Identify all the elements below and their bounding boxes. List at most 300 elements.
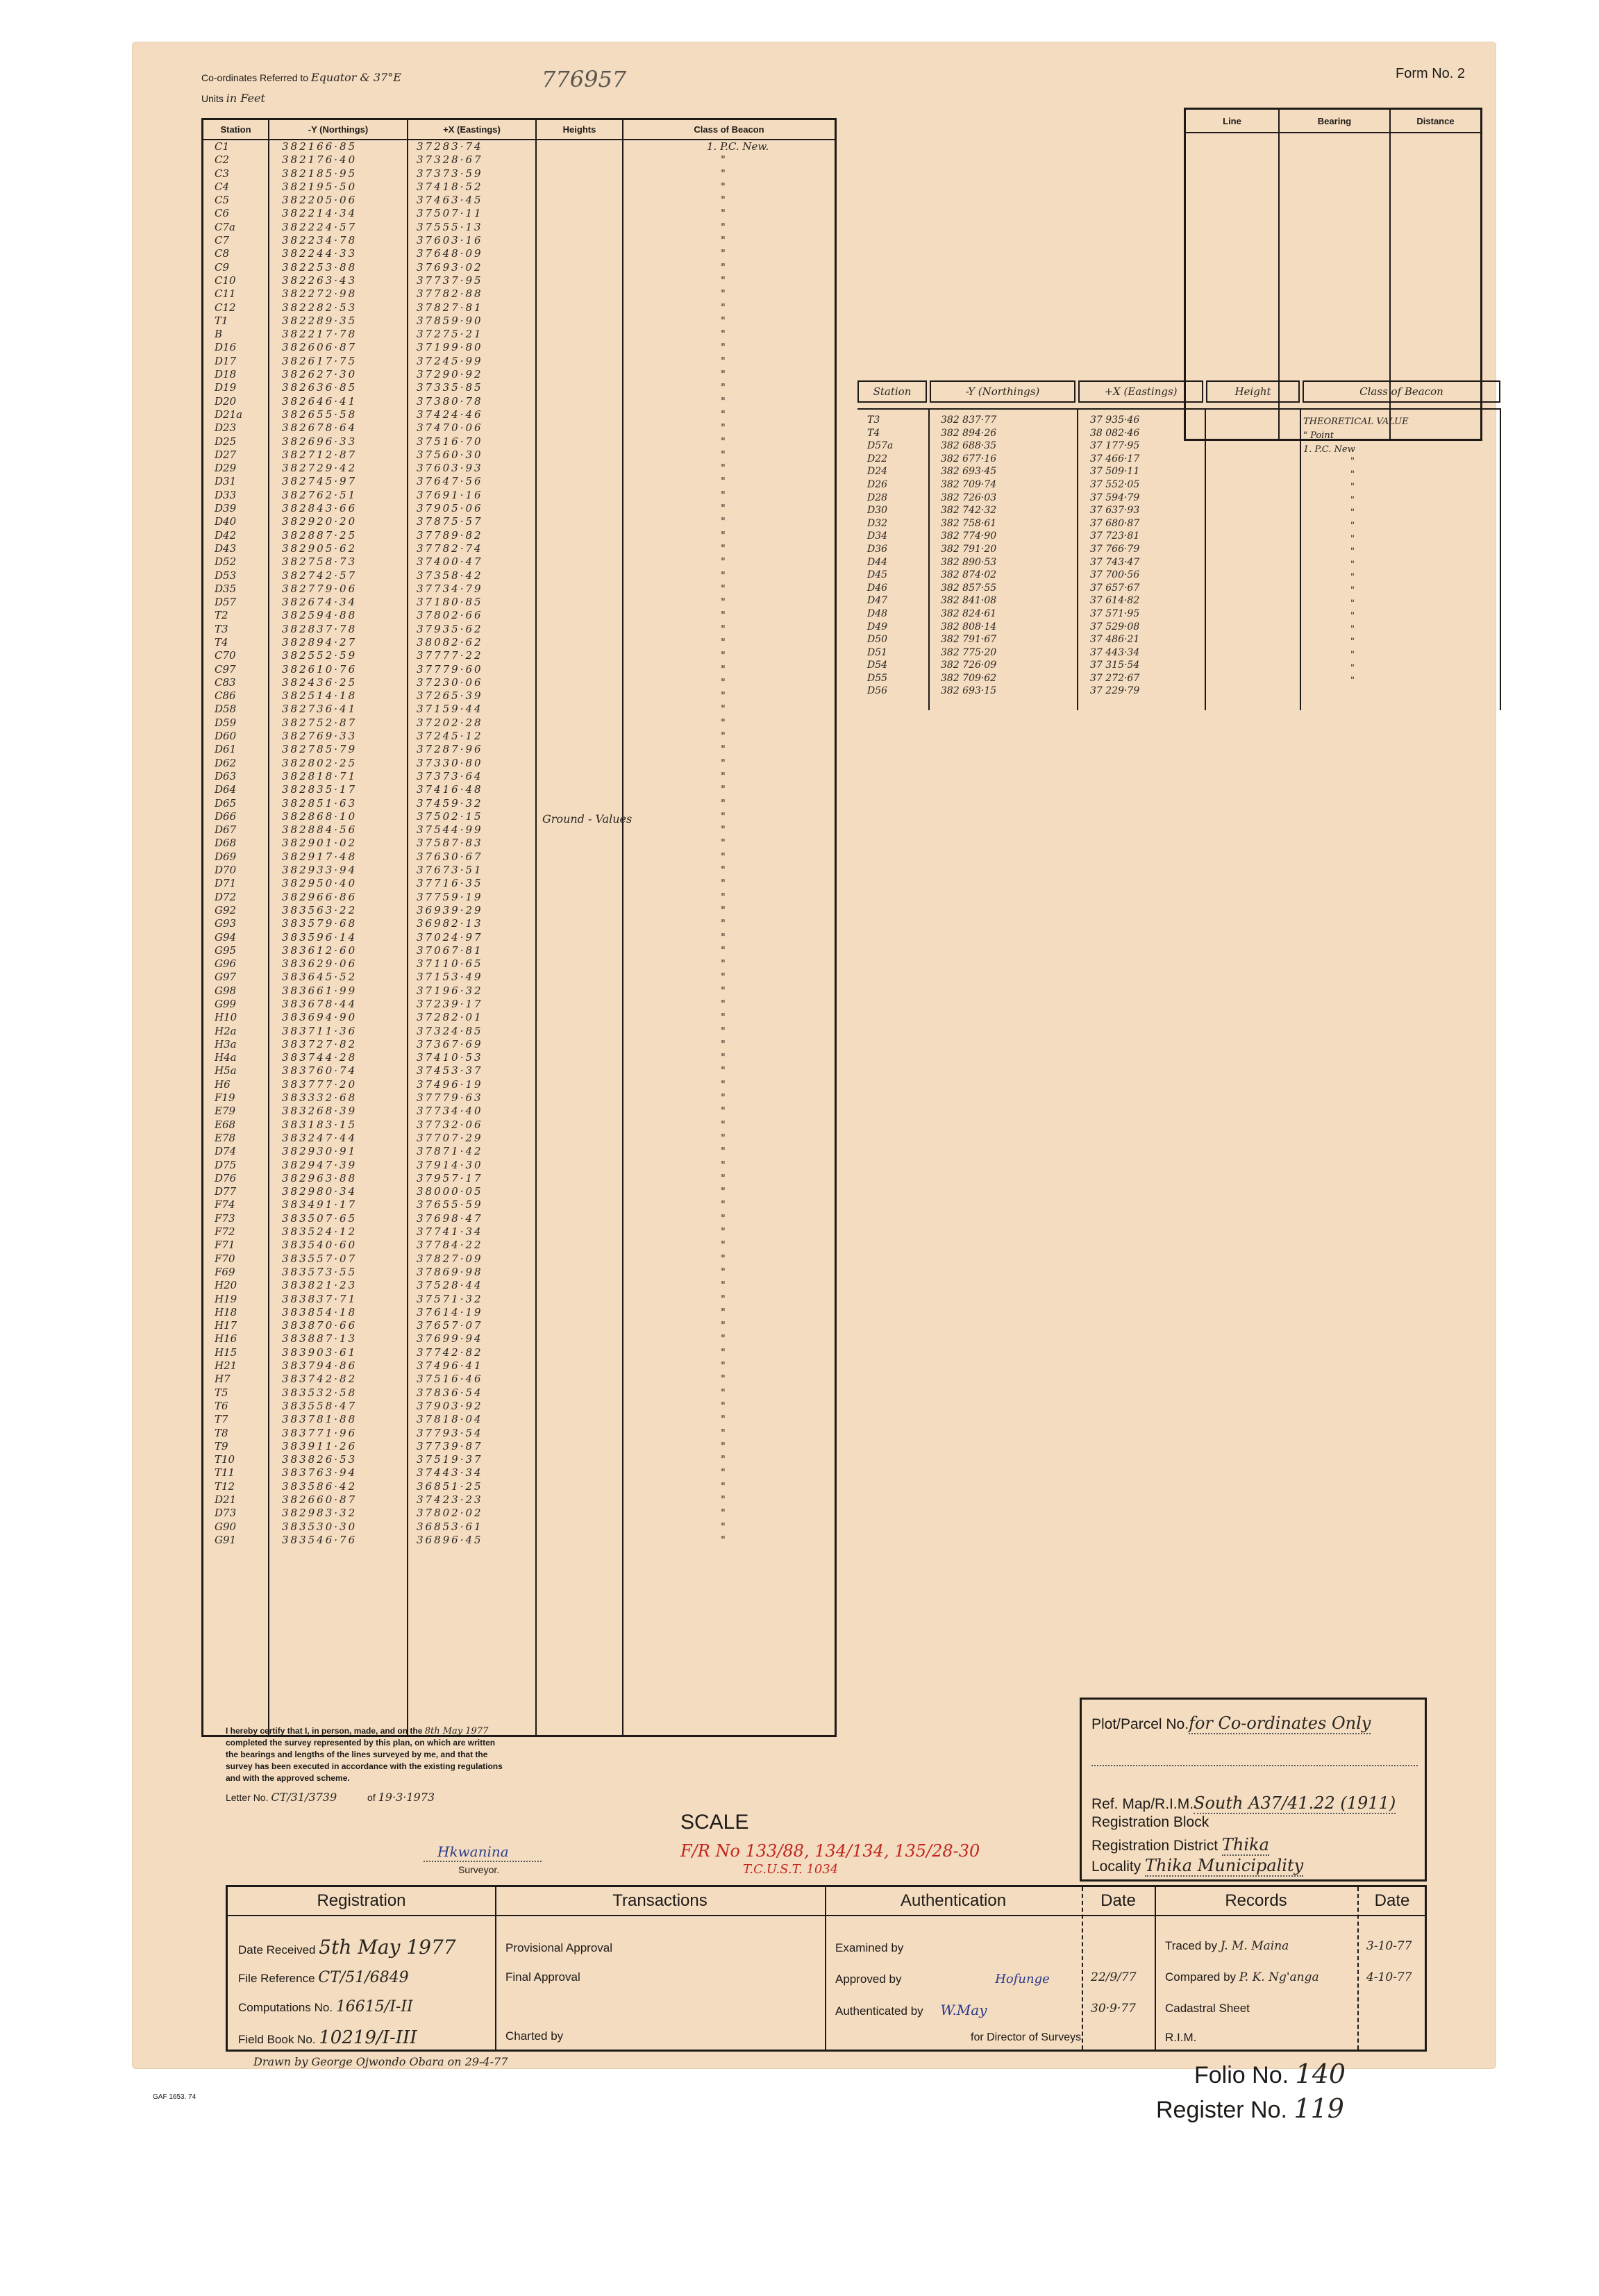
tt-northing-cell: 382 857·55 (941, 582, 997, 594)
theoretical-row (857, 478, 1302, 492)
certificate-line: the bearings and lengths of the lines surveyed by me, and that the (226, 1750, 488, 1759)
station-cell: D52 (215, 555, 237, 569)
station-cell: F71 (215, 1239, 235, 1252)
theoretical-class-line: THEORETICAL VALUE (1303, 417, 1409, 427)
easting-cell: 37957·17 (417, 1171, 483, 1184)
table-row (203, 757, 835, 770)
station-cell: G96 (215, 957, 237, 971)
table-row (203, 542, 835, 555)
folio-number (1194, 2059, 1346, 2089)
class-cell: " (721, 662, 726, 676)
northing-cell: 382930·91 (282, 1145, 358, 1158)
easting-cell: 37789·82 (417, 528, 483, 542)
station-cell: D60 (215, 730, 237, 743)
ref-map-label: Ref. Map/R.I.M. (1091, 1796, 1194, 1812)
station-cell: D68 (215, 837, 237, 850)
tt-header-station: Station (857, 380, 927, 403)
table-row (203, 1198, 835, 1212)
table-row (203, 717, 835, 730)
station-cell: D58 (215, 703, 237, 716)
class-cell: " (721, 234, 726, 247)
tt-station-cell: D34 (867, 530, 888, 542)
northing-cell: 383727·82 (282, 1037, 358, 1050)
height-cell (537, 649, 623, 662)
tt-header-eastings: +X (Eastings) (1078, 380, 1203, 403)
register-label: Register No. (1156, 2097, 1287, 2123)
northing-cell: 382779·06 (282, 582, 358, 595)
table-row (203, 355, 835, 368)
table-row (203, 1212, 835, 1225)
class-cell: " (721, 957, 726, 971)
table-row (203, 583, 835, 596)
easting-cell: 37603·16 (417, 234, 483, 247)
northing-cell: 383661·99 (282, 984, 358, 997)
station-cell: D31 (215, 475, 237, 488)
class-cell: " (721, 1185, 726, 1198)
northing-cell: 383530·30 (282, 1520, 358, 1533)
column-divider (268, 140, 269, 1735)
station-cell: G99 (215, 998, 237, 1010)
northing-cell: 382917·48 (282, 850, 358, 863)
registration-block-label: Registration Block (1091, 1814, 1209, 1830)
station-cell: C1 (215, 140, 230, 153)
class-cell: " (721, 635, 726, 648)
station-cell: C70 (215, 649, 236, 662)
easting-cell: 37400·47 (417, 555, 483, 569)
approved-by-label: Approved by (835, 1972, 902, 1986)
easting-cell: 36853·61 (417, 1520, 483, 1533)
table-row (203, 1185, 835, 1198)
table-row (203, 783, 835, 796)
table-row (203, 917, 835, 930)
easting-cell: 37265·39 (417, 689, 483, 703)
table-row (203, 368, 835, 381)
northing-cell: 382436·25 (282, 676, 358, 689)
header-date: Date (1100, 1891, 1136, 1910)
height-cell (537, 489, 623, 502)
height-cell (537, 569, 623, 583)
table-row (203, 984, 835, 998)
northing-cell: 382253·88 (282, 260, 358, 274)
ditto-mark: " (1350, 469, 1355, 480)
tt-easting-cell: 37 466·17 (1090, 453, 1140, 464)
station-cell: D59 (215, 716, 237, 729)
easting-cell: 37287·96 (417, 743, 483, 756)
height-cell (537, 475, 623, 488)
date-received-value: 5th May 1977 (319, 1936, 456, 1959)
table-row (203, 207, 835, 220)
tt-easting-cell: 37 657·67 (1090, 582, 1140, 594)
station-cell: D76 (215, 1171, 237, 1184)
table-row (203, 381, 835, 394)
easting-cell: 37373·64 (417, 769, 483, 782)
table-rule (857, 408, 1500, 410)
table-row (203, 823, 835, 837)
class-cell: " (721, 1480, 726, 1493)
table-row (203, 421, 835, 435)
station-cell: E78 (215, 1131, 236, 1144)
height-cell (537, 1225, 623, 1239)
class-cell: " (721, 1439, 726, 1452)
northing-cell: 382185·95 (282, 167, 358, 180)
table-row (203, 475, 835, 488)
height-cell (537, 1386, 623, 1400)
coordinates-table-header (201, 118, 837, 140)
table-row (203, 1091, 835, 1105)
northing-cell: 382745·97 (282, 475, 358, 488)
northing-cell: 383694·90 (282, 1011, 358, 1024)
northing-cell: 383247·44 (282, 1131, 358, 1144)
easting-cell: 37818·04 (417, 1413, 483, 1426)
locality-label: Locality (1091, 1859, 1141, 1875)
easting-cell: 37423·23 (417, 1493, 483, 1506)
table-row (203, 1293, 835, 1306)
file-references: F/R No 133/88, 134/134, 135/28-30 (680, 1841, 980, 1861)
tt-station-cell: D32 (867, 517, 888, 529)
height-cell (537, 1480, 623, 1493)
ditto-mark: " (1350, 559, 1355, 570)
easting-cell: 37732·06 (417, 1118, 483, 1131)
class-cell: " (721, 408, 726, 421)
northing-cell: 382594·88 (282, 609, 358, 622)
station-cell: H10 (215, 1011, 237, 1024)
northing-cell: 382552·59 (282, 649, 358, 662)
easting-cell: 37657·07 (417, 1319, 483, 1332)
table-row (203, 1520, 835, 1534)
theoretical-row (857, 453, 1302, 466)
height-cell (537, 1252, 623, 1266)
field-book-value: 10219/I-III (319, 2027, 417, 2048)
class-cell: " (721, 716, 726, 729)
ditto-mark: " (1350, 572, 1355, 583)
station-cell: C2 (215, 153, 230, 167)
class-cell: " (721, 448, 726, 461)
station-cell: D77 (215, 1185, 237, 1198)
station-cell: F73 (215, 1212, 235, 1225)
height-cell (537, 770, 623, 783)
tt-station-cell: D50 (867, 634, 888, 646)
station-cell: H3a (215, 1037, 237, 1050)
authenticated-signature: W.May (940, 2002, 987, 2018)
header-class-of-beacon: Class of Beacon (694, 124, 764, 135)
header-line: Line (1186, 110, 1280, 132)
easting-cell: 37180·85 (417, 596, 483, 609)
northing-cell: 383586·42 (282, 1480, 358, 1493)
station-cell: F69 (215, 1265, 235, 1278)
class-cell: " (721, 1051, 726, 1064)
class-cell: " (721, 314, 726, 327)
height-cell (537, 207, 623, 220)
northing-cell: 383837·71 (282, 1292, 358, 1305)
class-cell: " (721, 354, 726, 367)
theoretical-row (857, 543, 1302, 556)
table-row (203, 1225, 835, 1239)
height-cell (537, 1373, 623, 1386)
easting-cell: 36851·25 (417, 1480, 483, 1493)
form-number: Form No. 2 (1396, 66, 1466, 81)
station-cell: D27 (215, 448, 237, 461)
northing-cell: 383540·60 (282, 1239, 358, 1252)
final-approval-label: Final Approval (505, 1970, 580, 1984)
table-row (203, 1359, 835, 1373)
northing-cell: 383777·20 (282, 1078, 358, 1091)
height-cell (537, 221, 623, 234)
easting-cell: 37328·67 (417, 153, 483, 167)
height-cell (537, 1011, 623, 1024)
ditto-mark: " (1350, 676, 1355, 687)
class-cell: " (721, 153, 726, 167)
class-cell: " (721, 488, 726, 501)
authenticated-by-label: Authenticated by (835, 2004, 923, 2018)
easting-cell: 37159·44 (417, 703, 483, 716)
easting-cell: 37691·16 (417, 488, 483, 501)
station-cell: D57 (215, 596, 237, 609)
tt-easting-cell: 37 766·79 (1090, 543, 1140, 555)
class-cell: " (721, 877, 726, 890)
easting-cell: 36939·29 (417, 903, 483, 916)
class-cell: " (721, 649, 726, 662)
class-cell: " (721, 743, 726, 756)
ditto-mark: " (1350, 482, 1355, 493)
class-cell: " (721, 930, 726, 944)
easting-cell: 37802·02 (417, 1507, 483, 1520)
class-cell: " (721, 756, 726, 769)
table-row (203, 1064, 835, 1078)
tt-northing-cell: 382 758·61 (941, 517, 997, 529)
tt-easting-cell: 37 315·54 (1090, 660, 1140, 671)
table-row (203, 1132, 835, 1145)
station-cell: D35 (215, 582, 237, 595)
class-cell: " (721, 1520, 726, 1533)
table-row (203, 1172, 835, 1185)
ditto-mark: " (1350, 637, 1355, 648)
class-cell: " (721, 783, 726, 796)
table-row (203, 998, 835, 1011)
station-cell: T1 (215, 314, 228, 327)
height-cell (537, 1453, 623, 1466)
easting-cell: 37443·34 (417, 1466, 483, 1480)
table-row (203, 891, 835, 904)
station-cell: T9 (215, 1439, 228, 1452)
table-row (203, 1373, 835, 1386)
tt-easting-cell: 37 229·79 (1090, 685, 1140, 697)
class-cell: " (721, 917, 726, 930)
station-cell: D74 (215, 1145, 237, 1158)
header-heights: Heights (537, 120, 623, 139)
field-book-label: Field Book No. (238, 2033, 316, 2046)
date-divider (1082, 1887, 1083, 2050)
station-cell: T10 (215, 1453, 235, 1466)
table-row (203, 797, 835, 810)
easting-cell: 37782·88 (417, 287, 483, 301)
class-cell: " (721, 1346, 726, 1359)
height-cell (537, 1466, 623, 1480)
class-cell: " (721, 287, 726, 301)
table-row (203, 1346, 835, 1359)
height-cell (537, 1427, 623, 1440)
station-cell: D43 (215, 542, 237, 555)
column-divider (825, 1887, 826, 2050)
northing-cell: 382933·94 (282, 864, 358, 877)
theoretical-row (857, 685, 1302, 698)
class-cell: " (721, 555, 726, 569)
northing-cell: 382674·34 (282, 596, 358, 609)
height-cell (537, 917, 623, 930)
class-cell: " (721, 260, 726, 274)
tt-station-cell: D51 (867, 646, 888, 658)
northing-cell: 382742·57 (282, 569, 358, 582)
theoretical-row (857, 633, 1302, 646)
header-distance: Distance (1416, 115, 1455, 126)
table-row (203, 623, 835, 636)
class-cell: " (721, 689, 726, 703)
height-cell (537, 984, 623, 998)
column-divider (495, 1887, 496, 2050)
height-cell (537, 609, 623, 622)
tt-easting-cell: 37 637·93 (1090, 505, 1140, 517)
table-row (203, 1011, 835, 1024)
height-cell (537, 421, 623, 435)
tt-northing-cell: 382 677·16 (941, 453, 997, 464)
station-cell: F72 (215, 1225, 235, 1239)
northing-cell: 382263·43 (282, 274, 358, 287)
table-row (203, 1319, 835, 1332)
height-cell (537, 931, 623, 944)
station-cell: H7 (215, 1373, 231, 1386)
northing-cell: 382244·33 (282, 247, 358, 260)
station-cell: D21a (215, 408, 243, 421)
height-cell (537, 864, 623, 877)
northing-cell: 383268·39 (282, 1105, 358, 1118)
easting-cell: 37290·92 (417, 368, 483, 381)
height-cell (537, 850, 623, 864)
height-cell (537, 944, 623, 957)
station-cell: D19 (215, 381, 237, 394)
station-cell: H16 (215, 1332, 237, 1346)
class-cell: " (721, 515, 726, 528)
height-cell (537, 1159, 623, 1172)
class-cell: " (721, 903, 726, 916)
table-row (203, 864, 835, 877)
northing-cell: 383532·58 (282, 1386, 358, 1399)
class-cell: " (721, 1413, 726, 1426)
coord-label: Co-ordinates Referred to (201, 72, 309, 83)
height-cell (537, 583, 623, 596)
northing-cell: 382894·27 (282, 635, 358, 648)
tt-station-cell: T4 (867, 427, 880, 439)
height-cell (537, 355, 623, 368)
easting-cell: 37516·70 (417, 435, 483, 448)
letter-label: Letter No. (226, 1792, 269, 1803)
table-row (203, 301, 835, 315)
ditto-mark: " (1350, 508, 1355, 519)
class-cell: " (721, 703, 726, 716)
height-cell (537, 341, 623, 354)
theoretical-table-header (857, 380, 1503, 403)
height-cell (537, 783, 623, 796)
height-cell (537, 1440, 623, 1453)
class-cell: " (721, 1332, 726, 1346)
table-row (203, 1507, 835, 1520)
height-cell (537, 542, 623, 555)
station-cell: T6 (215, 1399, 228, 1412)
station-cell: D21 (215, 1493, 237, 1506)
class-cell: " (721, 569, 726, 582)
easting-cell: 37024·97 (417, 930, 483, 944)
height-cell (537, 1266, 623, 1279)
northing-cell: 382289·35 (282, 314, 358, 327)
height-cell (537, 408, 623, 421)
easting-cell: 37418·52 (417, 180, 483, 193)
easting-cell: 37779·63 (417, 1091, 483, 1105)
easting-cell: 38082·62 (417, 635, 483, 648)
station-cell: D69 (215, 850, 237, 863)
tt-easting-cell: 37 700·56 (1090, 569, 1140, 581)
table-row (203, 850, 835, 864)
table-row (203, 261, 835, 274)
header-transactions: Transactions (612, 1891, 708, 1910)
table-row (203, 1051, 835, 1064)
tt-header-northings: -Y (Northings) (930, 380, 1075, 403)
class-cell: " (721, 676, 726, 689)
station-cell: D18 (215, 368, 237, 381)
station-cell: C7 (215, 234, 230, 247)
easting-cell: 37330·80 (417, 756, 483, 769)
northing-cell: 382729·42 (282, 462, 358, 475)
tt-northing-cell: 382 791·20 (941, 543, 997, 555)
theoretical-class-line: " Point (1303, 430, 1334, 441)
class-cell: " (721, 810, 726, 823)
certificate-date: 8th May 1977 (424, 1726, 489, 1736)
height-cell (537, 743, 623, 756)
tt-northing-cell: 382 874·02 (941, 569, 997, 581)
station-cell: H21 (215, 1359, 237, 1373)
easting-cell: 37324·85 (417, 1024, 483, 1037)
table-row (203, 234, 835, 247)
station-cell: D20 (215, 394, 237, 408)
folio-value: 140 (1295, 2059, 1346, 2089)
file-references-2: T.C.U.S.T. 1034 (743, 1862, 839, 1877)
coordinates-reference (201, 71, 401, 84)
ditto-mark: " (1350, 662, 1355, 673)
header-authentication: Authentication (900, 1891, 1007, 1910)
rim-label: R.I.M. (1165, 2031, 1197, 2044)
class-cell: " (721, 502, 726, 515)
easting-cell: 37283·74 (417, 140, 483, 153)
certificate-line: survey has been executed in accordance with the existing regulations (226, 1761, 503, 1771)
class-cell: " (721, 837, 726, 850)
class-cell: " (721, 1212, 726, 1225)
class-cell: " (721, 220, 726, 233)
theoretical-row (857, 427, 1302, 440)
station-cell: T3 (215, 622, 228, 635)
easting-cell: 37410·53 (417, 1051, 483, 1064)
ditto-mark: " (1350, 585, 1355, 596)
northing-cell: 383524·12 (282, 1225, 358, 1239)
northing-cell: 382224·57 (282, 220, 358, 233)
northing-cell: 382802·25 (282, 756, 358, 769)
easting-cell: 37153·49 (417, 971, 483, 984)
tt-northing-cell: 382 775·20 (941, 646, 997, 658)
easting-cell: 37903·92 (417, 1399, 483, 1412)
easting-cell: 37275·21 (417, 328, 483, 341)
height-cell (537, 1091, 623, 1105)
easting-cell: 37802·66 (417, 609, 483, 622)
station-cell: E68 (215, 1118, 236, 1131)
class-cell: " (721, 850, 726, 863)
northing-cell: 383903·61 (282, 1346, 358, 1359)
station-cell: D73 (215, 1507, 237, 1520)
